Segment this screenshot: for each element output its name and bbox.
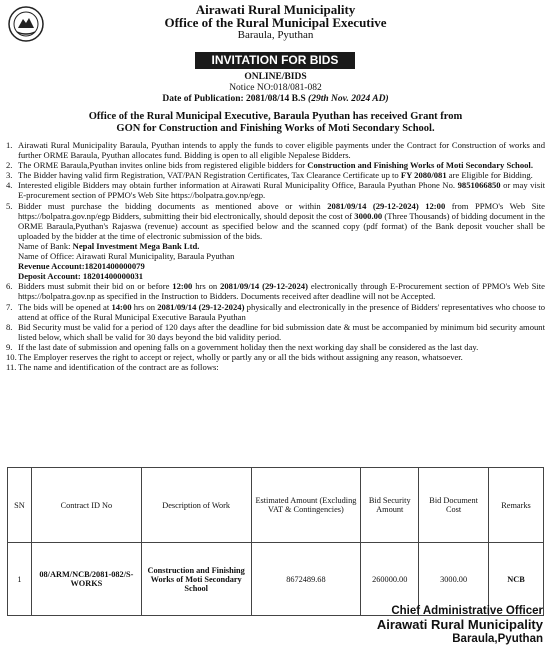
col-contract-id: Contract ID No [31, 468, 141, 543]
clause-11: 11. The name and identification of the contract are as follows: [6, 362, 219, 373]
clause-1: 1. Airawati Rural Municipality Baraula, Pyuthan intends to apply the funds to cover eligible payments under the Contract for Construction of works and further ORME Baraula, Pyuthan allocates fund. Bidding is open to all eligible Nepalese Bidders. [6, 140, 545, 161]
clause-9: 9. If the last date of submission and opening falls on a government holiday then the next working day shall be considered as the last day. [6, 341, 479, 352]
office-name: Office of the Rural Municipal Executive [164, 15, 387, 30]
deposit-account: Deposit Account: 18201400000031 [18, 271, 144, 282]
col-document-cost: Bid Document Cost [419, 468, 489, 543]
notice-number: Notice NO:018/081-082 [229, 83, 322, 93]
signatory-address: Baraula,Pyuthan [452, 633, 543, 645]
col-sn: SN [8, 468, 32, 543]
cell-remarks: NCB [489, 543, 544, 616]
cell-contract-id: 08/ARM/NCB/2081-082/S-WORKS [31, 543, 141, 616]
clause-4: 4. Interested eligible Bidders may obtain further information at Airawati Rural Municipality Office, Baraula Pyuthan Phone No. 9851066850 or may visit E-procurement section of PPMO's Web Site https://bolpatra.gov.np/egp. [6, 180, 545, 201]
cell-document-cost: 3000.00 [419, 543, 489, 616]
letterhead [60, 3, 491, 42]
clause-7: 7. The bids will be opened at 14:00 hrs on 2081/09/14 (29-12-2024) physically and electronically in the presence of Bidders' representatives who choose to attend at office of the Rural Municipal Executive Baraula Pyuthan [6, 301, 546, 322]
notice-body [6, 140, 545, 372]
contract-table [7, 467, 544, 616]
clause-3: 3. The Bidder having valid firm Registration, VAT/PAN Registration Certificates, Tax Clearance Certificate up to FY 2080/081 are Eligible for Bidding. [6, 170, 533, 181]
clause-8: 8. Bid Security must be valid for a period of 120 days after the deadline for bid submission date & must be accompanied by minimum bid security amount listed below, which shall be valid for 30 days beyond the bid validity period. [6, 321, 545, 342]
cell-bid-security: 260000.00 [361, 543, 419, 616]
bank-name: Name of Bank: Nepal Investment Mega Bank Ltd. [18, 240, 200, 251]
col-remarks: Remarks [489, 468, 544, 543]
col-bid-security: Bid Security Amount [361, 468, 419, 543]
col-description: Description of Work [141, 468, 251, 543]
table-header-row [8, 468, 544, 543]
cell-sn: 1 [8, 543, 32, 616]
government-seal-icon [8, 6, 44, 42]
clause-2: 2. The ORME Baraula,Pyuthan invites online bids from registered eligible bidders for Construction and Finishing Works of Moti Secondary School. [6, 160, 533, 171]
signatory-org: Airawati Rural Municipality [376, 617, 543, 632]
org-name: Airawati Rural Municipality [195, 2, 356, 17]
signatory-title: Chief Administrative Officer [391, 605, 543, 617]
cell-description: Construction and Finishing Works of Moti Secondary School [141, 543, 251, 616]
notice-meta [0, 72, 551, 105]
office-address: Baraula, Pyuthan [237, 29, 314, 41]
office-name-line: Name of Office: Airawati Rural Municipality, Baraula Pyuthan [18, 251, 235, 262]
revenue-account: Revenue Account:18201400000079 [18, 261, 145, 272]
clause-5: 5. Bidder must purchase the bidding documents as mentioned above or within 2081/09/14 (29-12-2024) 12:00 from PPMO's Web Site https://bolpatra.gov.np/egp Bidders, submitting their bid electronically, should deposit the cost of 3000.00 (Three Thousands) of bidding document in the ORME Baraula,Pyuthan's Rajaswa (revenue) account as specified below and the scanned copy (pdf format) of the Bank deposit voucher shall be uploaded by the bidder at the time of electronic submission of the bids. [6, 200, 545, 241]
cell-estimated-amount: 8672489.68 [251, 543, 361, 616]
clause-6: 6. Bidders must submit their bid on or before 12:00 hrs on 2081/09/14 (29-12-2024) electronically through E-Procurement section of PPMO's Web Site https://bolpatra.gov.np as specified in the Instruction to Bidders. Documents received after deadline will not be Accepted. [6, 281, 546, 302]
signature-block [377, 604, 543, 646]
clause-10: 10. The Employer reserves the right to accept or reject, wholly or partly any or all the bids without assigning any reason, whatsoever. [6, 351, 463, 362]
notice-subtitle: Office of the Rural Municipal Executive, Baraula Pyuthan has received Grant from GON for Construction and Finishing Works of Moti Secondary School. [88, 111, 463, 134]
bid-type: ONLINE/BIDS [244, 72, 307, 82]
notice-banner: INVITATION FOR BIDS [195, 52, 355, 69]
col-estimated-amount: Estimated Amount (Excluding VAT & Contingencies) [251, 468, 361, 543]
publication-date: Date of Publication: 2081/08/14 B.S (29th Nov. 2024 AD) [162, 94, 389, 104]
